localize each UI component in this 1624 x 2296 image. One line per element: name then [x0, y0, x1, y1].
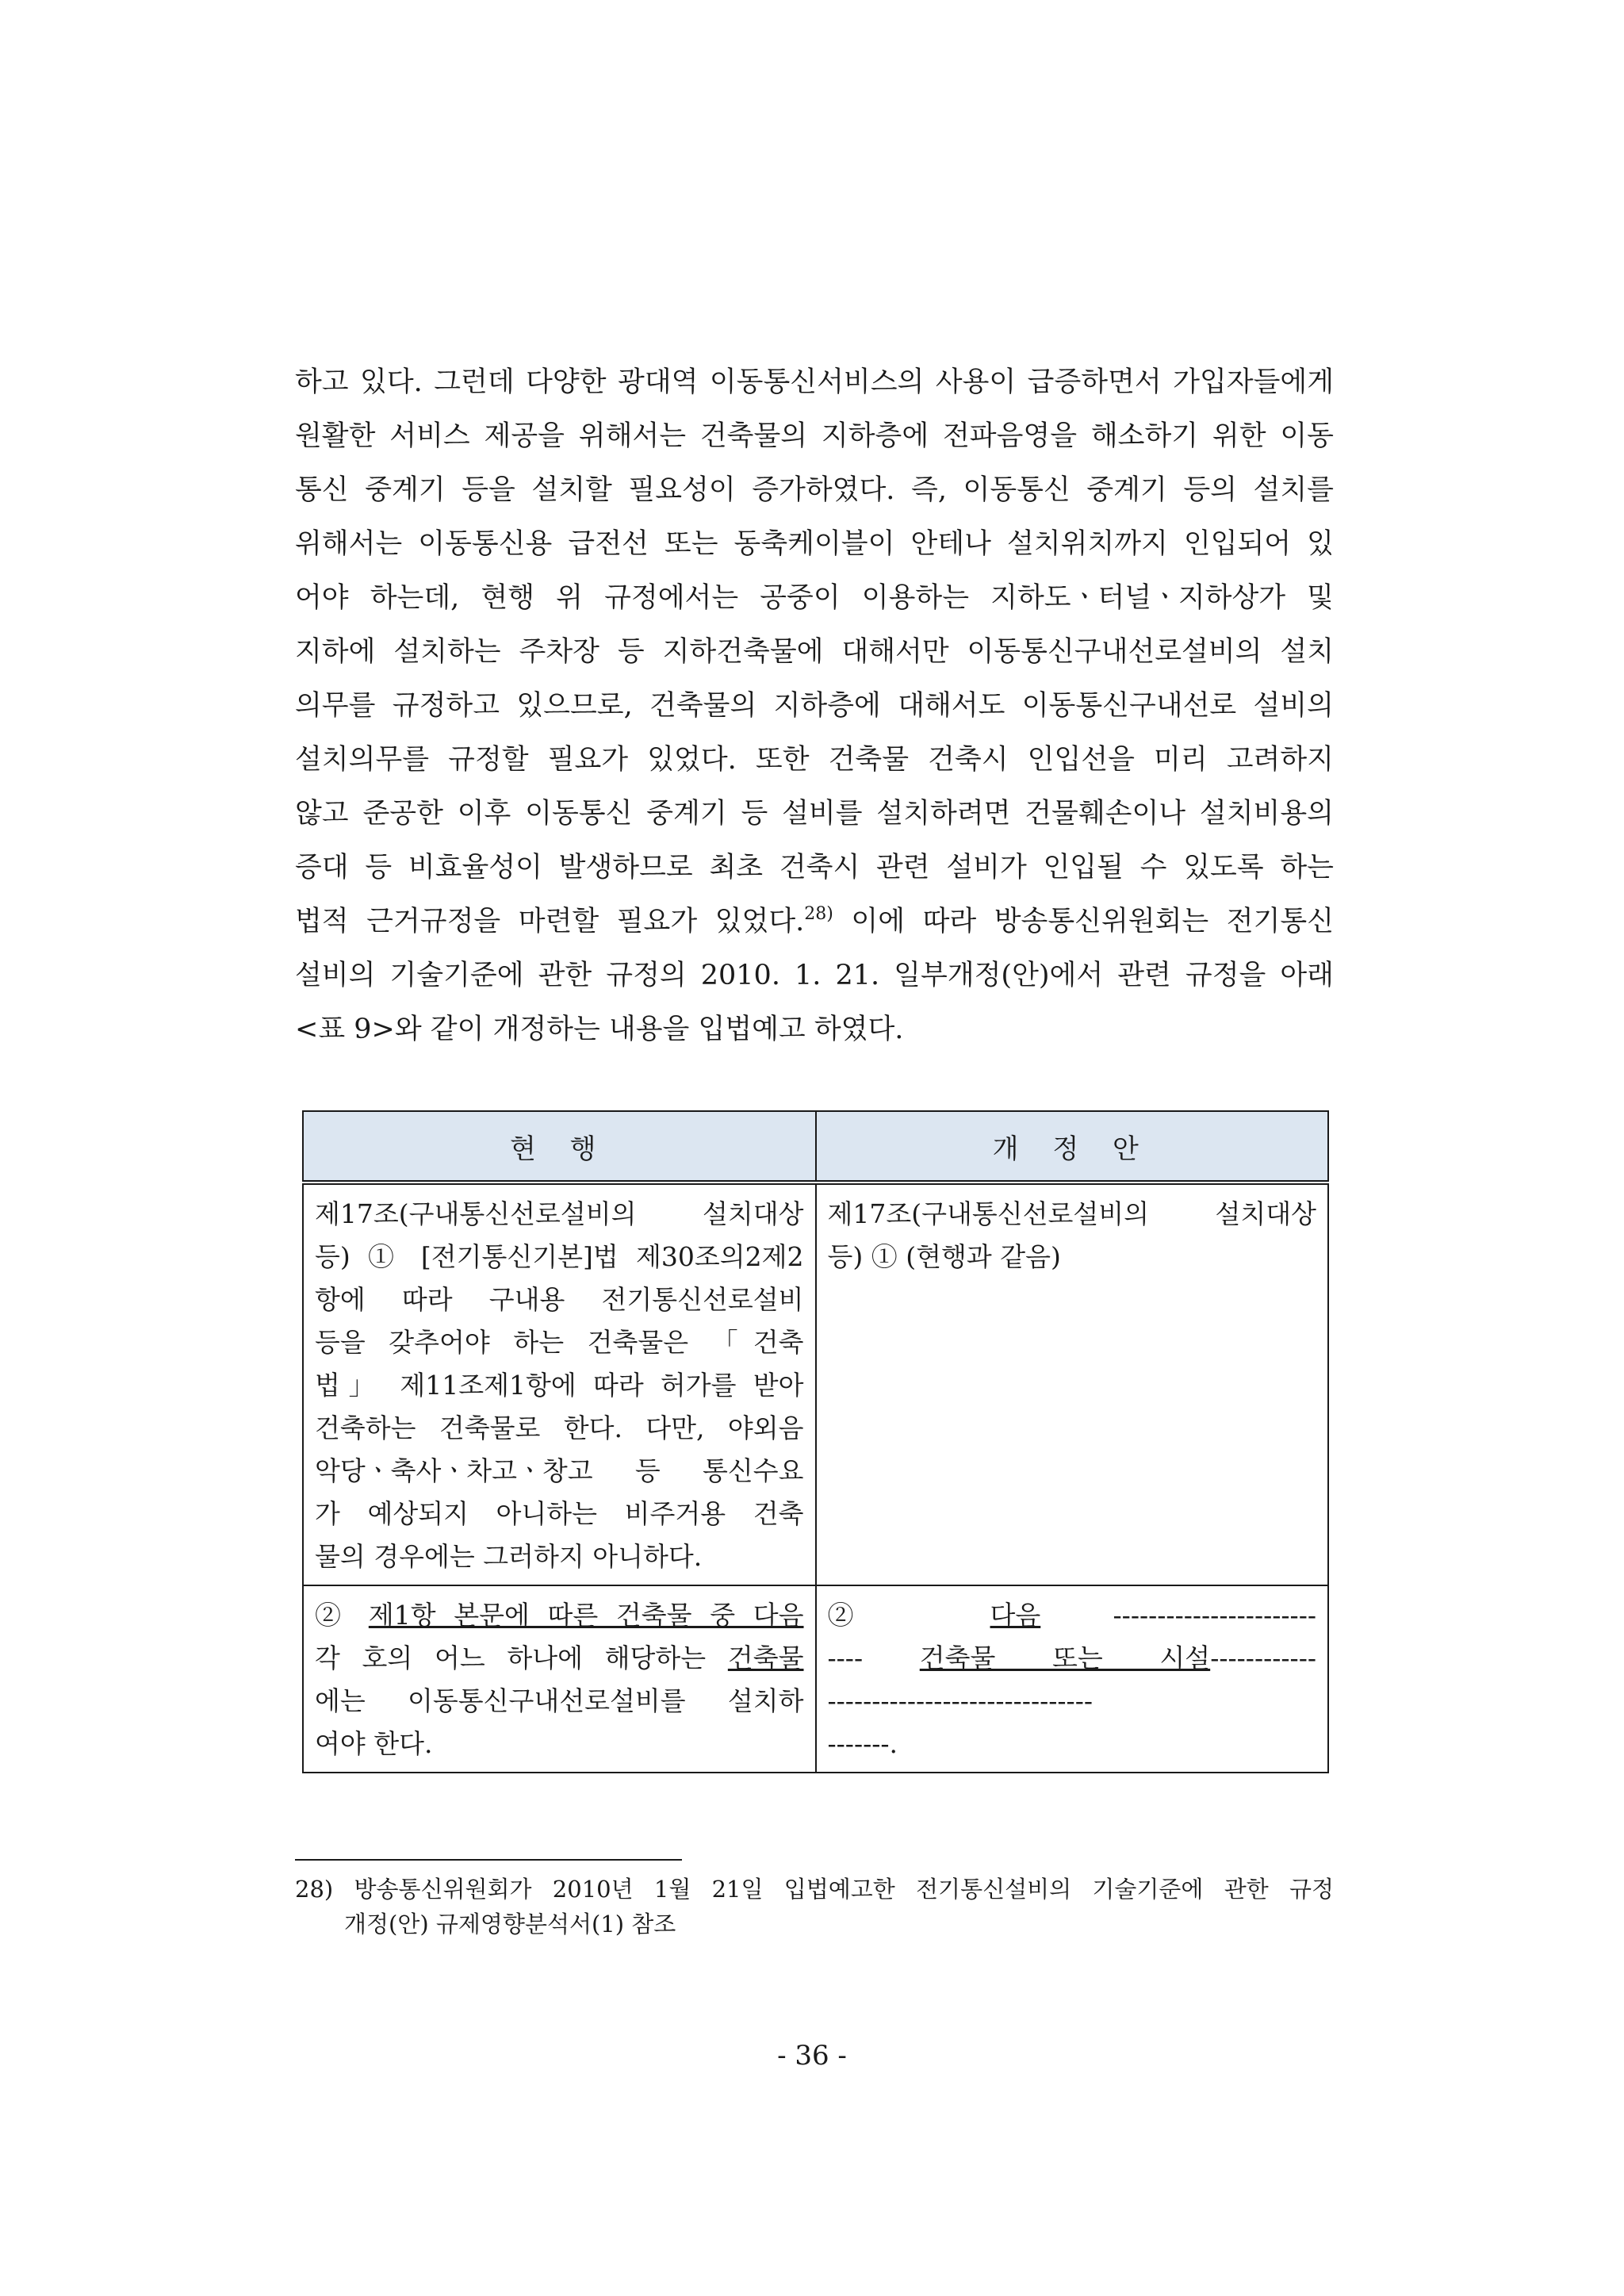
cell-line: 건축하는 건축물로 한다. 다만, 야외음: [315, 1412, 804, 1443]
underlined-text: 제1항 본문에 따른 건축물 중 다음: [368, 1600, 804, 1631]
cell-line: 등) ① [전기통신기본]법 제30조의2제2: [315, 1241, 804, 1272]
cell-text: ②: [827, 1600, 990, 1631]
body-line: <표 9>와 같이 개정하는 내용을 입법예고 하였다.: [295, 1014, 904, 1045]
body-line: 어야 하는데, 현행 위 규정에서는 공중이 이용하는 지하도ㆍ터널ㆍ지하상가 및: [295, 582, 1334, 614]
footnote: [295, 1872, 1334, 1941]
footnote-line: 28) 방송통신위원회가 2010년 1월 21일 입법예고한 전기통신설비의 기술기준에 관한 규정: [295, 1876, 1334, 1903]
table-row: [303, 1585, 1328, 1773]
body-line: 위해서는 이동통신용 급전선 또는 동축케이블이 안테나 설치위치까지 인입되어 있: [295, 528, 1334, 560]
cell-current-article17: [303, 1182, 816, 1585]
body-line: 증대 등 비효율성이 발생하므로 최초 건축시 관련 설비가 인입될 수 있도록 하는: [295, 852, 1334, 884]
comparison-table: [302, 1110, 1329, 1773]
underlined-text: 다음: [990, 1600, 1041, 1631]
cell-line: -------.: [827, 1728, 898, 1759]
body-line: 않고 준공한 이후 이동통신 중계기 등 설비를 설치하려면 건물훼손이나 설치비용의: [295, 798, 1334, 830]
body-line: 설치의무를 규정할 필요가 있었다. 또한 건축물 건축시 인입선을 미리 고려하지: [295, 744, 1334, 776]
cell-text: ----: [827, 1642, 920, 1673]
cell-line: 법」 제11조제1항에 따라 허가를 받아: [315, 1370, 804, 1401]
body-text-span: 이에 따라 방송통신위원회는 전기통신: [833, 906, 1335, 937]
underlined-text: 건축물: [727, 1642, 804, 1673]
cell-line: ------------------------------: [827, 1685, 1094, 1716]
footnote-ref[interactable]: 28): [804, 904, 833, 924]
cell-line: [315, 1637, 804, 1680]
cell-line: 악당ㆍ축사ㆍ차고ㆍ창고 등 통신수요: [315, 1455, 804, 1486]
body-line: 설비의 기술기준에 관한 규정의 2010. 1. 21. 일부개정(안)에서 관련 규정을 아래: [295, 960, 1334, 991]
cell-line: [315, 1594, 804, 1637]
cell-line: 제17조(구내통신선로설비의 설치대상: [827, 1198, 1316, 1229]
cell-text: ------------: [1210, 1642, 1316, 1673]
table-header-row: [303, 1111, 1328, 1182]
header-proposed: 개 정 안: [816, 1111, 1329, 1182]
cell-line: [828, 1594, 1317, 1637]
cell-line: 등) ① (현행과 같음): [827, 1241, 1061, 1272]
cell-text: 각 호의 어느 하나에 해당하는: [315, 1642, 728, 1673]
cell-line: 여야 한다.: [315, 1728, 433, 1759]
cell-text: ②: [315, 1600, 369, 1631]
cell-proposed-paragraph2: [816, 1585, 1329, 1773]
footnote-line: 개정(안) 규제영향분석서(1) 참조: [344, 1911, 676, 1938]
body-line: 하고 있다. 그런데 다양한 광대역 이동통신서비스의 사용이 급증하면서 가입자들에게: [295, 366, 1334, 398]
cell-proposed-article17: [816, 1182, 1329, 1585]
body-line: [295, 895, 1334, 949]
cell-line: [828, 1637, 1317, 1680]
cell-line: 제17조(구내통신선로설비의 설치대상: [315, 1198, 804, 1229]
cell-line: 등을 갖추어야 하는 건축물은 「건축: [315, 1327, 804, 1358]
cell-line: 물의 경우에는 그러하지 아니하다.: [315, 1541, 703, 1572]
cell-line: 항에 따라 구내용 전기통신선로설비: [315, 1284, 804, 1315]
body-line: 의무를 규정하고 있으므로, 건축물의 지하층에 대해서도 이동통신구내선로 설비의: [295, 690, 1334, 722]
footnote-divider: [295, 1859, 682, 1861]
page-number: - 36 -: [777, 2040, 847, 2072]
body-line: 통신 중계기 등을 설치할 필요성이 증가하였다. 즉, 이동통신 중계기 등의 설치를: [295, 474, 1334, 506]
body-text-span: 법적 근거규정을 마련할 필요가 있었다.: [295, 906, 805, 937]
cell-line: 에는 이동통신구내선로설비를 설치하: [315, 1685, 804, 1716]
table-row: [303, 1182, 1328, 1585]
underlined-text: 건축물 또는 시설: [919, 1642, 1211, 1673]
body-paragraph: [295, 355, 1334, 1056]
body-line: 원활한 서비스 제공을 위해서는 건축물의 지하층에 전파음영을 해소하기 위한 이동: [295, 420, 1334, 452]
cell-text: -----------------------: [1040, 1600, 1316, 1631]
body-line: 지하에 설치하는 주차장 등 지하건축물에 대해서만 이동통신구내선로설비의 설치: [295, 636, 1334, 668]
header-current: 현 행: [303, 1111, 816, 1182]
cell-current-paragraph2: [303, 1585, 816, 1773]
cell-line: 가 예상되지 아니하는 비주거용 건축: [315, 1498, 804, 1529]
